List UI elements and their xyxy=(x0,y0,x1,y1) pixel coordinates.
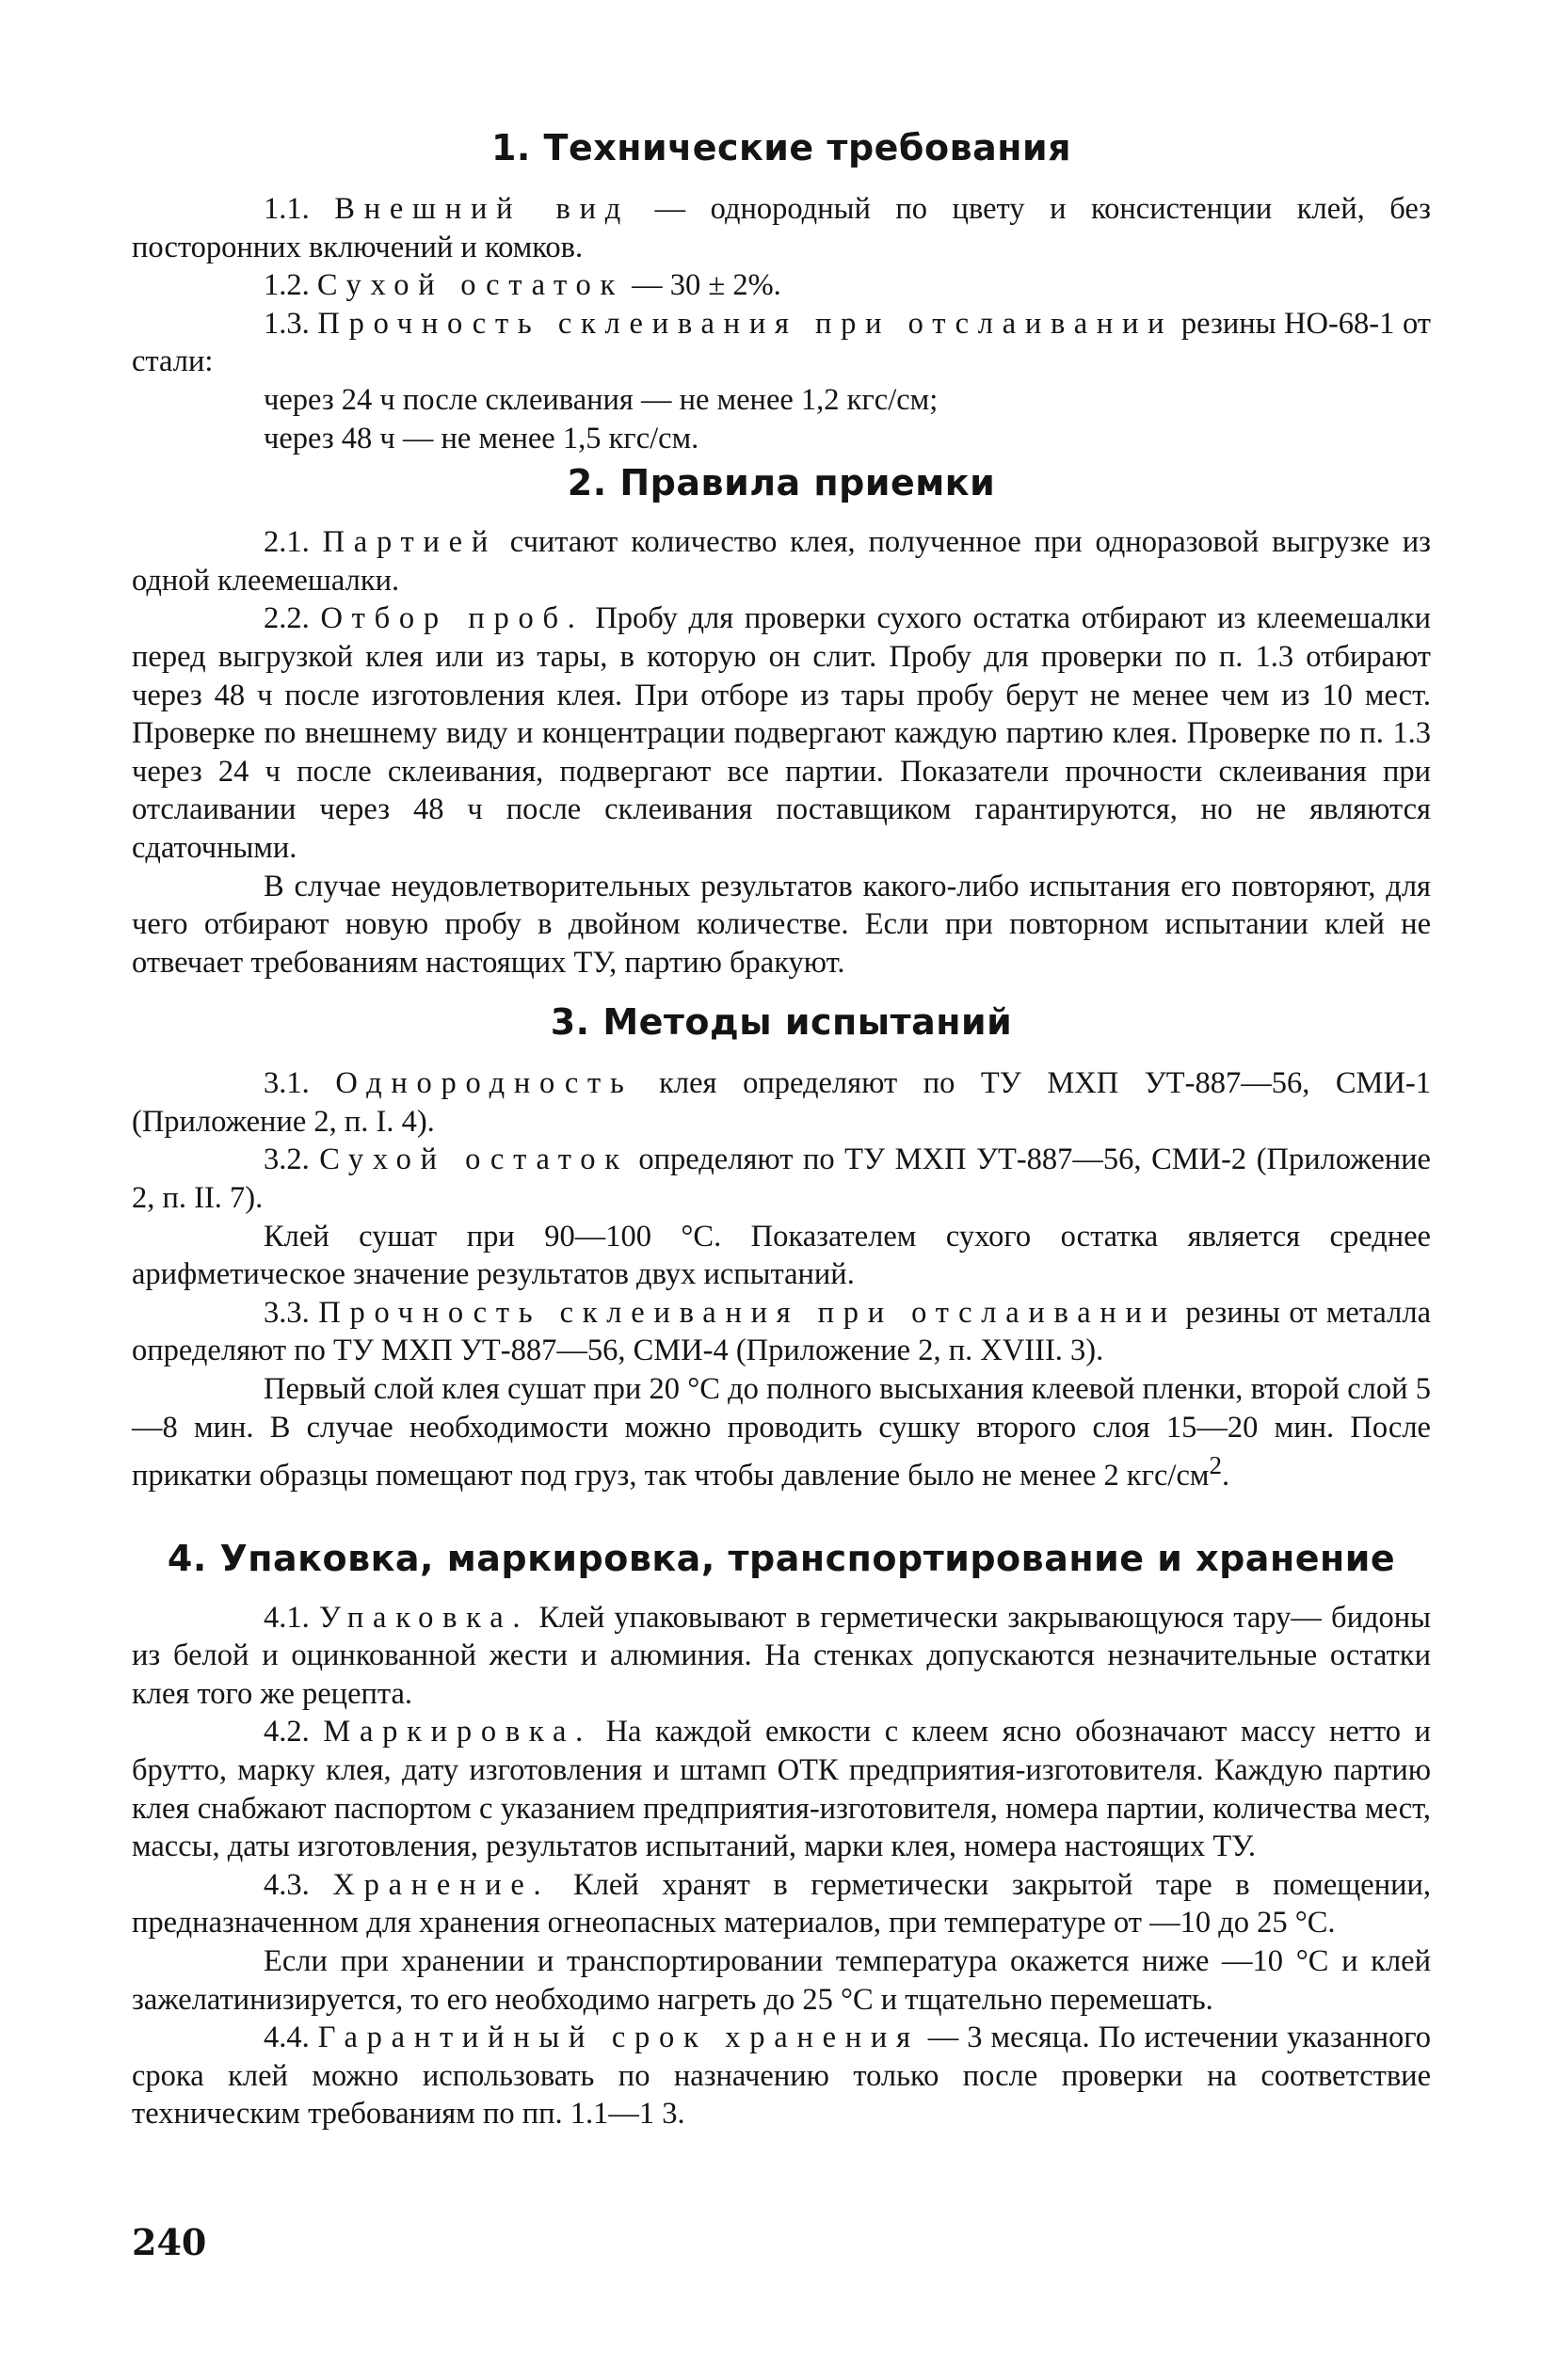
paragraph-3-1 xyxy=(132,1064,1431,1141)
clause-term: Сухой остаток xyxy=(319,1142,629,1177)
clause-text: клея определяют по ТУ МХП УТ-887—56, СМИ-1 (Приложение 2, п. I. 4). xyxy=(132,1066,1432,1139)
paragraph-2-2 xyxy=(132,599,1431,867)
paragraph-end: . xyxy=(1222,1459,1230,1493)
paragraph-3-2b: Клей сушат при 90—100 °С. Показателем сухого остатка является среднее арифметическое значение результатов двух испытаний. xyxy=(132,1219,1431,1292)
clause-number: 2.2. xyxy=(264,601,310,636)
clause-number: 4.3. xyxy=(264,1867,310,1902)
clause-text: Пробу для проверки сухого остатка отбирают из клеемешалки перед выгрузкой клея или из тары, в которую он слит. Пробу для проверки по п. 1.3 отбирают через 48 ч после изготовления клея. При отборе из тары пробу берут не менее чем из 10 мест. Проверке по внешнему виду и концентрации подвергают каждую партию клея. Проверке по п. 1.3 через 24 ч после склеивания, подвергают все партии. Показатели прочности склеивания при отслаивании через 48 ч после склеивания поставщиком гарантируются, но не являются сдаточными. xyxy=(132,601,1432,865)
clause-term: Прочность склеивания при отслаивании xyxy=(317,306,1174,341)
clause-term: Сухой остаток xyxy=(316,268,625,303)
superscript: 2 xyxy=(1209,1451,1222,1480)
clause-text: На каждой емкости с клеем ясно обозначают массу нетто и брутто, марку клея, дату изготовления и штамп ОТК предприятия-изготовителя. Каждую партию клея снабжают паспортом с указанием предприятия-изготовителя, номера партии, количества мест, массы, даты изготовления, результатов испытаний, марки клея, номера настоящих ТУ. xyxy=(132,1715,1432,1864)
section-1-title: 1. Технические требования xyxy=(490,127,1072,168)
paragraph-1-3 xyxy=(132,305,1431,381)
clause-term: Прочность склеивания при отслаивании xyxy=(318,1295,1177,1330)
clause-number: 3.1. xyxy=(264,1066,310,1101)
paragraph-3-2 xyxy=(132,1141,1431,1217)
clause-number: 3.3. xyxy=(264,1295,310,1330)
clause-text: Клей хранят в герметически закрытой таре в помещении, предназначенном для хранения огнеопасных материалов, при температуре от —10 до 25 °С. xyxy=(132,1867,1431,1941)
paragraph-1-1 xyxy=(132,190,1431,266)
clause-text: резины от металла определяют по ТУ МХП УТ-887—56, СМИ-4 (Приложение 2, п. XVIII. 3). xyxy=(132,1295,1431,1368)
section-4-title: 4. Упаковка, маркировка, транспортирование и хранение xyxy=(167,1537,1396,1579)
clause-term: Гарантийный срок хранения xyxy=(317,2021,920,2055)
clause-term: Внешний вид xyxy=(334,192,631,226)
clause-text: — 30 ± 2%. xyxy=(624,268,781,303)
page-number: 240 xyxy=(132,2221,207,2263)
clause-term: Хранение. xyxy=(332,1867,551,1902)
clause-term: Партией xyxy=(322,525,497,560)
clause-number: 3.2. xyxy=(264,1142,310,1177)
clause-number: 4.1. xyxy=(264,1600,310,1635)
clause-text: — однородный по цвету и консистенции клей, без посторонних включений и комков. xyxy=(132,192,1432,264)
paragraph-4-3b: Если при хранении и транспортировании температура окажется ниже —10 °С и клей зажелатинизируется, то его необходимо нагреть до 25 °С и тщательно перемешать. xyxy=(132,1943,1431,2017)
list-item: через 48 ч — не менее 1,5 кгс/см. xyxy=(264,421,699,455)
clause-number: 4.4. xyxy=(264,2021,310,2055)
paragraph-3-3 xyxy=(132,1294,1431,1370)
paragraph-text: Первый слой клея сушат при 20 °С до полного высыхания клеевой пленки, второй слой 5—8 мин. В случае необходимости можно проводить сушку второго слоя 15—20 мин. После прикатки образцы помещают под груз, так чтобы давление было не менее 2 кгс/см xyxy=(132,1372,1431,1493)
clause-text: определяют по ТУ МХП УТ-887—56, СМИ-2 (Приложение 2, п. II. 7). xyxy=(132,1142,1431,1216)
paragraph-4-3 xyxy=(132,1866,1431,1942)
clause-number: 1.3. xyxy=(264,306,310,341)
paragraph-3-3b xyxy=(132,1370,1431,1495)
page-content xyxy=(132,126,1431,2133)
clause-term: Однородность xyxy=(335,1066,634,1101)
section-2-title: 2. Правила приемки xyxy=(567,462,996,504)
clause-text: — 3 месяца. По истечении указанного срока клей можно использовать по назначению только после проверки на соответствие техническим требованиям по пп. 1.1—1 3. xyxy=(132,2021,1431,2132)
paragraph-4-2 xyxy=(132,1713,1431,1865)
clause-term: Упаковка. xyxy=(318,1600,530,1635)
paragraph-2-1 xyxy=(132,523,1431,599)
paragraph-4-4 xyxy=(132,2019,1431,2133)
list-item: через 24 ч после склеивания — не менее 1,2 кгс/см; xyxy=(264,382,939,417)
paragraph-4-1 xyxy=(132,1599,1431,1714)
section-3-title: 3. Методы испытаний xyxy=(550,1001,1013,1044)
paragraph-1-2 xyxy=(132,266,1431,305)
clause-number: 1.1. xyxy=(264,192,310,226)
clause-text: Клей упаковывают в герметически закрывающуюся тару— бидоны из белой и оцинкованной жести и алюминия. На стенках допускаются незначительные остатки клея того же рецепта. xyxy=(132,1600,1431,1711)
clause-number: 1.2. xyxy=(264,268,310,303)
clause-term: Отбор проб. xyxy=(320,601,585,636)
clause-number: 2.1. xyxy=(264,525,310,560)
paragraph-2-3: В случае неудовлетворительных результатов какого-либо испытания его повторяют, для чего отбирают новую пробу в двойном количестве. Если при повторном испытании клей не отвечает требованиям настоящих ТУ, партию бракуют. xyxy=(132,869,1431,980)
clause-text: резины НО-68-1 от стали: xyxy=(132,306,1432,379)
clause-text: считают количество клея, полученное при одноразовой выгрузке из одной клеемешалки. xyxy=(132,525,1432,598)
clause-number: 4.2. xyxy=(264,1715,310,1749)
clause-term: Маркировка. xyxy=(323,1715,593,1749)
